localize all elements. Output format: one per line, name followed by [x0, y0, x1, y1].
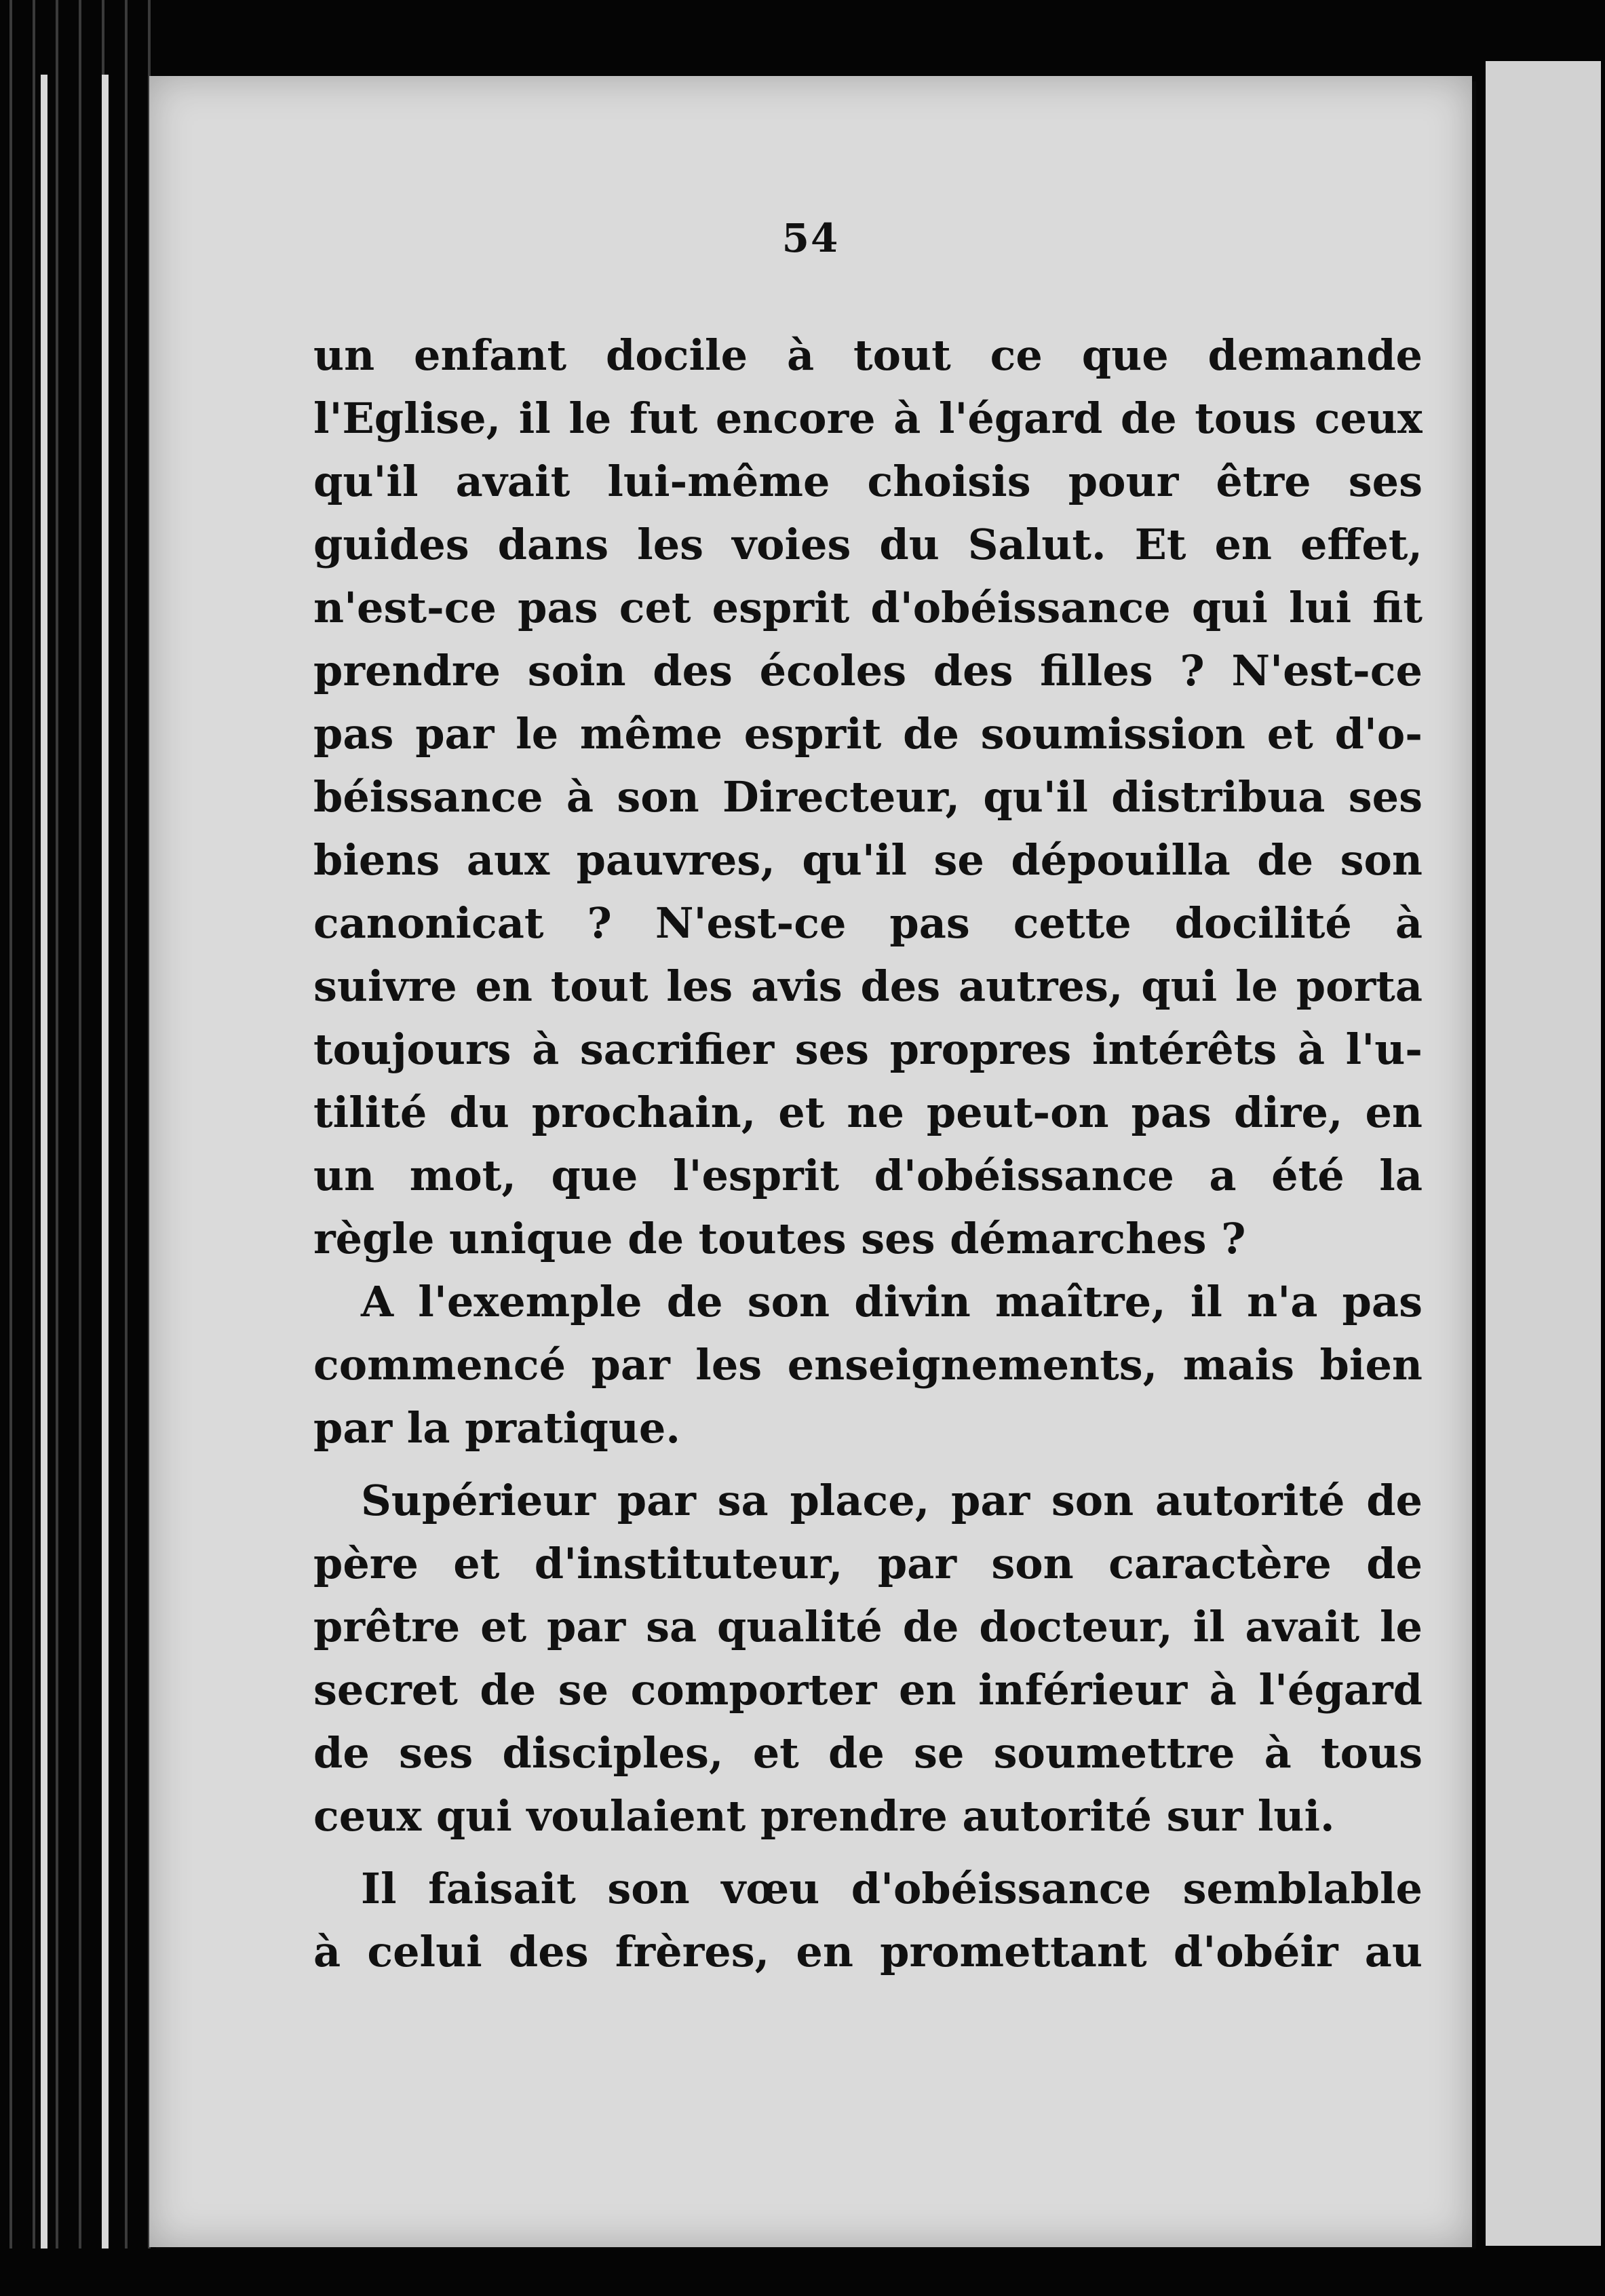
page-number: 54: [781, 215, 840, 261]
binding-line: [102, 75, 109, 2255]
text-line: toujours à sacrifier ses propres intérêts à l'u-: [313, 1025, 1423, 1074]
text-line: l'Eglise, il le fut encore à l'égard de tous ceux: [313, 394, 1423, 443]
text-line: prêtre et par sa qualité de docteur, il avait le: [313, 1602, 1423, 1651]
adjacent-page-edge: [1486, 61, 1601, 2246]
book-page: [149, 76, 1472, 2247]
text-line: Il faisait son vœu d'obéissance semblable: [361, 1864, 1423, 1913]
text-line: suivre en tout les avis des autres, qui le porta: [313, 961, 1423, 1011]
text-line: prendre soin des écoles des filles ? N'est-ce: [313, 646, 1423, 695]
scan-right-border: [1476, 0, 1605, 2296]
text-line: pas par le même esprit de soumission et d'o-: [313, 709, 1423, 759]
text-line: guides dans les voies du Salut. Et en effet,: [313, 520, 1423, 569]
text-line: un mot, que l'esprit d'obéissance a été la: [313, 1151, 1423, 1200]
text-line: A l'exemple de son divin maître, il n'a pas: [361, 1277, 1423, 1326]
text-line: de ses disciples, et de se soumettre à tous: [313, 1728, 1423, 1778]
scan-left-border: [0, 0, 156, 2296]
text-line: père et d'instituteur, par son caractère de: [313, 1539, 1423, 1588]
text-line: commencé par les enseignements, mais bien: [313, 1340, 1423, 1390]
text-line: à celui des frères, en promettant d'obéir au: [313, 1927, 1423, 1976]
text-line: règle unique de toutes ses démarches ?: [313, 1214, 1246, 1263]
text-line: par la pratique.: [313, 1403, 680, 1453]
text-line: canonicat ? N'est-ce pas cette docilité à: [313, 898, 1423, 948]
text-line: n'est-ce pas cet esprit d'obéissance qui lui fit: [313, 583, 1423, 632]
text-line: tilité du prochain, et ne peut-on pas dire, en: [313, 1088, 1423, 1137]
binding-line: [41, 75, 47, 2255]
body-text: [313, 324, 1423, 1983]
scan-bottom-border: [0, 2249, 1605, 2296]
text-line: ceux qui voulaient prendre autorité sur lui.: [313, 1791, 1335, 1841]
text-line: béissance à son Directeur, qu'il distribua ses: [313, 772, 1423, 822]
scan-top-border: [0, 0, 1605, 81]
text-line: secret de se comporter en inférieur à l'égard: [313, 1665, 1423, 1715]
text-line: biens aux pauvres, qu'il se dépouilla de son: [313, 835, 1423, 885]
text-line: Supérieur par sa place, par son autorité de: [361, 1476, 1423, 1525]
text-line: qu'il avait lui-même choisis pour être ses: [313, 457, 1423, 506]
text-line: un enfant docile à tout ce que demande: [313, 330, 1423, 380]
